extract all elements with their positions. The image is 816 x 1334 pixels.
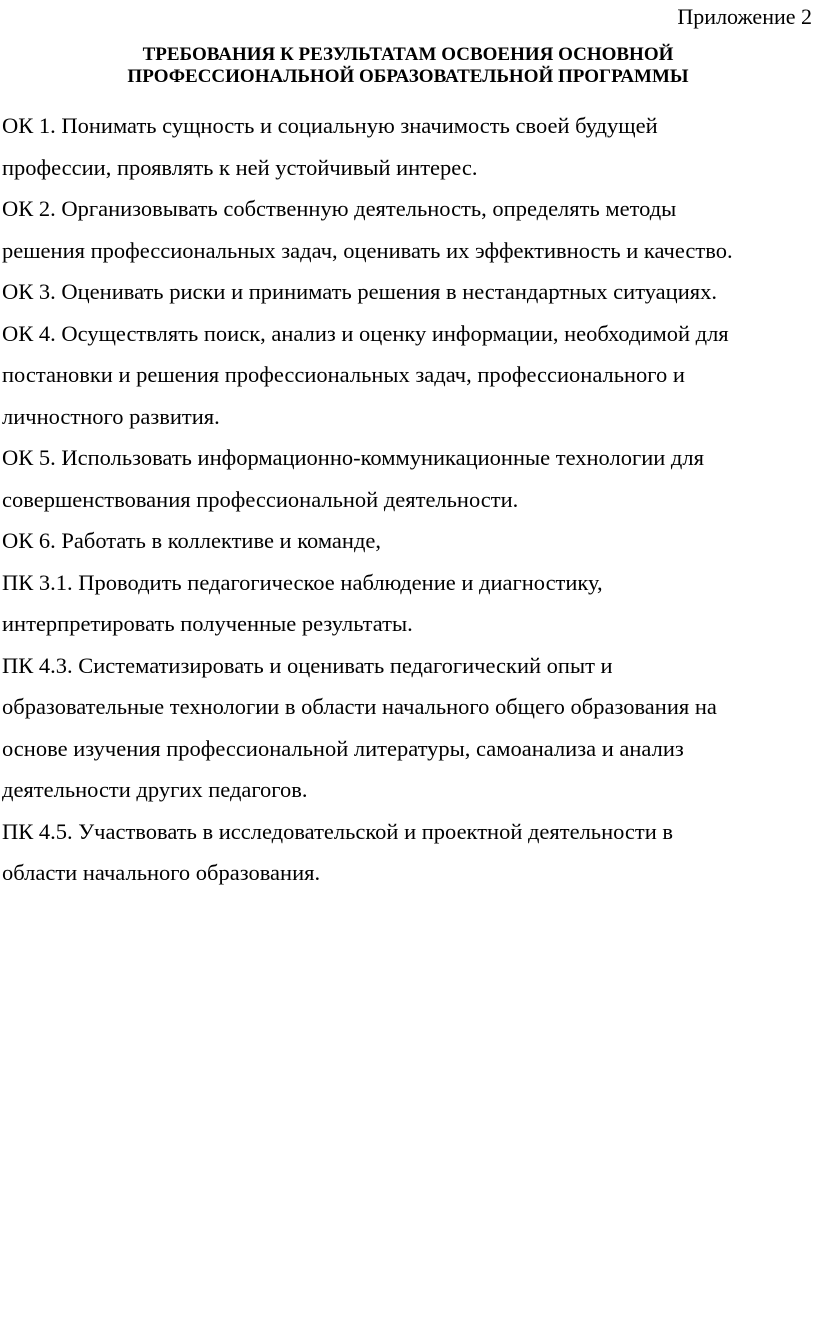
text-line: решения профессиональных задач, оценивать их эффективность и качество. [2, 237, 733, 263]
competency-ok-6 [2, 520, 802, 562]
text-line: личностного развития. [2, 403, 220, 429]
text-line: интерпретировать полученные результаты. [2, 611, 413, 636]
competency-pk-4-3 [2, 645, 802, 811]
text-line: деятельности других педагогов. [2, 777, 308, 802]
text-line: ОК 2. Организовывать собственную деятельность, определять методы [2, 196, 677, 221]
text-line: ОК 4. Осуществлять поиск, анализ и оценку информации, необходимой для [2, 320, 729, 346]
competency-ok-4 [2, 313, 802, 438]
text-line: ОК 3. Оценивать риски и принимать решения в нестандартных ситуациях. [2, 279, 717, 304]
appendix-label: Приложение 2 [677, 4, 812, 29]
competency-pk-3-1 [2, 562, 802, 645]
competency-ok-5 [2, 437, 802, 520]
competency-pk-4-5 [2, 811, 802, 894]
text-line: ОК 1. Понимать сущность и социальную значимость своей будущей [2, 113, 658, 138]
title-line-2: ПРОФЕССИОНАЛЬНОЙ ОБРАЗОВАТЕЛЬНОЙ ПРОГРАММЫ [127, 66, 689, 87]
competency-ok-3 [2, 271, 802, 313]
text-line: ПК 4.3. Систематизировать и оценивать педагогический опыт и [2, 652, 613, 678]
text-line: ПК 3.1. Проводить педагогическое наблюдение и диагностику, [2, 569, 603, 595]
competency-ok-1 [2, 105, 802, 188]
text-line: постановки и решения профессиональных задач, профессионального и [2, 362, 685, 387]
competency-ok-2 [2, 188, 802, 271]
text-line: области начального образования. [2, 860, 321, 885]
text-line: образовательные технологии в области начального общего образования на [2, 694, 717, 719]
document-title [0, 44, 816, 88]
text-line: ПК 4.5. Участвовать в исследовательской и проектной деятельности в [2, 818, 674, 844]
title-line-1: ТРЕБОВАНИЯ К РЕЗУЛЬТАТАМ ОСВОЕНИЯ ОСНОВНОЙ [142, 44, 674, 65]
text-line: ОК 6. Работать в коллективе и команде, [2, 528, 382, 553]
text-line: ОК 5. Использовать информационно-коммуникационные технологии для [2, 445, 704, 470]
text-line: совершенствования профессиональной деятельности. [2, 486, 519, 512]
competency-list [2, 105, 802, 894]
text-line: профессии, проявлять к ней устойчивый интерес. [2, 154, 478, 180]
text-line: основе изучения профессиональной литературы, самоанализа и анализ [2, 735, 684, 761]
